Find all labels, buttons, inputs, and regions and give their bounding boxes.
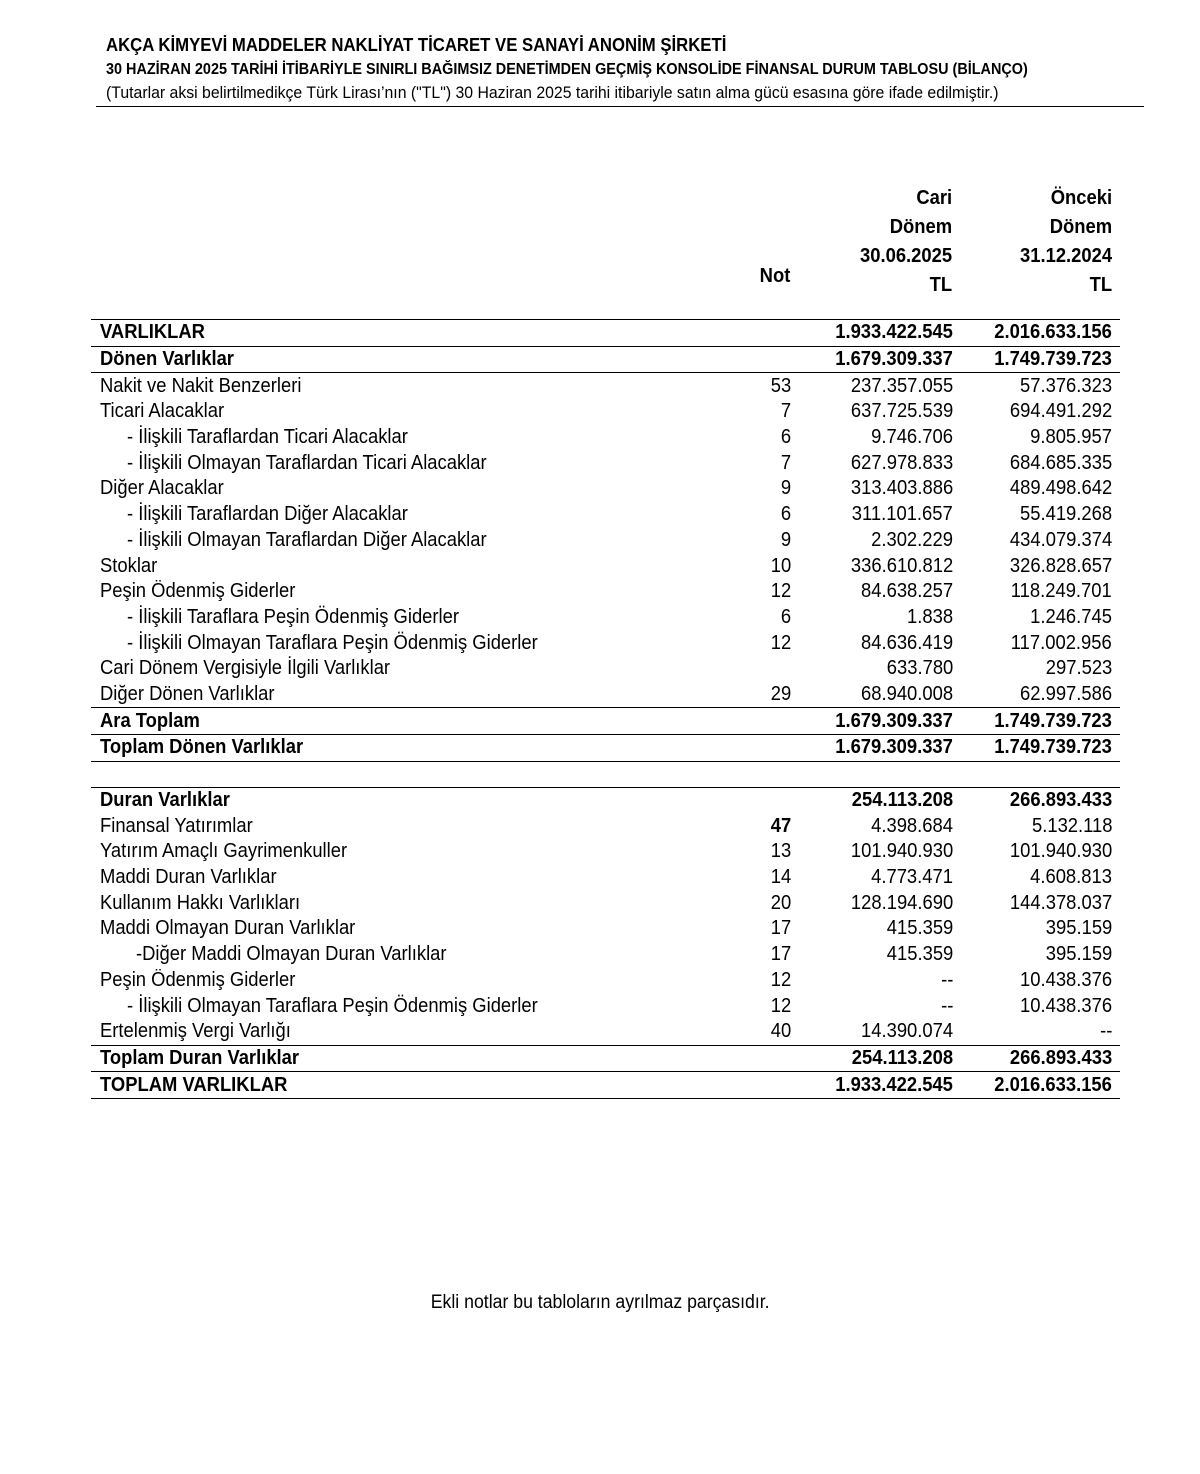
row-previous-value-text: 1.749.739.723 bbox=[994, 709, 1112, 732]
row-label-text: Ticari Alacaklar bbox=[100, 400, 225, 423]
row-label bbox=[91, 890, 731, 916]
row-current-value bbox=[811, 528, 961, 554]
row-current-value bbox=[811, 1072, 961, 1099]
row-previous-value bbox=[961, 839, 1120, 865]
row-previous-value bbox=[961, 735, 1120, 762]
footer-note bbox=[0, 1292, 1200, 1314]
current-line-2: Dönem bbox=[889, 216, 952, 238]
row-label bbox=[91, 787, 731, 813]
row-previous-value bbox=[961, 682, 1120, 708]
row-current-value-text: 1.679.309.337 bbox=[835, 348, 953, 371]
row-note-text: 17 bbox=[770, 917, 791, 940]
row-previous-value-text: 117.002.956 bbox=[1011, 631, 1112, 654]
column-header-previous bbox=[1020, 184, 1112, 300]
row-note bbox=[731, 373, 811, 399]
row-current-value-text: 637.725.539 bbox=[850, 400, 953, 423]
table-row bbox=[91, 813, 1120, 839]
row-note bbox=[731, 916, 811, 942]
row-note-text: 12 bbox=[770, 994, 791, 1017]
row-current-value-text: 1.933.422.545 bbox=[835, 321, 953, 344]
row-note bbox=[731, 787, 811, 813]
row-previous-value bbox=[961, 425, 1120, 451]
row-note bbox=[731, 399, 811, 425]
row-previous-value bbox=[961, 346, 1120, 373]
table-row bbox=[91, 399, 1120, 425]
row-note bbox=[731, 528, 811, 554]
row-note bbox=[731, 502, 811, 528]
row-label-text: TOPLAM VARLIKLAR bbox=[100, 1073, 288, 1096]
row-previous-value-text: 2.016.633.156 bbox=[994, 1073, 1112, 1096]
table-row bbox=[91, 916, 1120, 942]
row-label bbox=[91, 1045, 731, 1072]
previous-line-2: Dönem bbox=[1049, 216, 1112, 238]
table-row bbox=[91, 605, 1120, 631]
row-note bbox=[731, 425, 811, 451]
row-label-text: Stoklar bbox=[100, 554, 158, 577]
row-previous-value-text: 266.893.433 bbox=[1009, 789, 1112, 812]
row-label-text: Peşin Ödenmiş Giderler bbox=[100, 580, 296, 603]
table-row bbox=[91, 579, 1120, 605]
current-line-3: 30.06.2025 bbox=[859, 245, 952, 267]
header-note-wrapper bbox=[96, 82, 1144, 107]
row-note-text: 12 bbox=[770, 631, 791, 654]
row-label-text: Dönen Varlıklar bbox=[100, 348, 234, 371]
row-label-text: Nakit ve Nakit Benzerleri bbox=[100, 374, 302, 397]
row-previous-value-text: 434.079.374 bbox=[1009, 528, 1112, 551]
row-previous-value bbox=[961, 708, 1120, 735]
table-row bbox=[91, 320, 1120, 347]
row-label bbox=[91, 605, 731, 631]
row-note-text: 7 bbox=[780, 400, 791, 423]
row-note-text: 53 bbox=[770, 374, 791, 397]
row-note bbox=[731, 942, 811, 968]
row-previous-value-text: 297.523 bbox=[1045, 657, 1112, 680]
row-previous-value bbox=[961, 865, 1120, 891]
table-row bbox=[91, 708, 1120, 735]
previous-line-1: Önceki bbox=[1050, 187, 1112, 209]
row-previous-value bbox=[961, 1045, 1120, 1072]
table-row bbox=[91, 528, 1120, 554]
row-label-text: - İlişkili Olmayan Taraflara Peşin Ödenmiş Giderler bbox=[127, 631, 538, 654]
row-label-text: Diğer Dönen Varlıklar bbox=[100, 682, 275, 705]
row-current-value bbox=[811, 993, 961, 1019]
row-note-text: 13 bbox=[770, 840, 791, 863]
row-previous-value-text: 10.438.376 bbox=[1019, 968, 1112, 991]
row-note-text: 17 bbox=[770, 943, 791, 966]
table-row bbox=[91, 942, 1120, 968]
row-note bbox=[731, 450, 811, 476]
row-current-value-text: 311.101.657 bbox=[852, 503, 953, 526]
row-previous-value bbox=[961, 890, 1120, 916]
row-note bbox=[731, 553, 811, 579]
table-row bbox=[91, 630, 1120, 656]
row-label bbox=[91, 579, 731, 605]
table-row bbox=[91, 502, 1120, 528]
row-note bbox=[731, 320, 811, 347]
row-label-text: Duran Varlıklar bbox=[100, 789, 230, 812]
row-label bbox=[91, 399, 731, 425]
row-label-text: Diğer Alacaklar bbox=[100, 477, 224, 500]
row-label bbox=[91, 865, 731, 891]
table-row bbox=[91, 865, 1120, 891]
row-previous-value bbox=[961, 553, 1120, 579]
table-row bbox=[91, 425, 1120, 451]
row-current-value-text: 2.302.229 bbox=[871, 528, 953, 551]
row-note bbox=[731, 839, 811, 865]
row-current-value bbox=[811, 890, 961, 916]
row-note bbox=[731, 890, 811, 916]
row-note bbox=[731, 630, 811, 656]
row-label-text: -Diğer Maddi Olmayan Duran Varlıklar bbox=[136, 943, 447, 966]
row-previous-value bbox=[961, 1019, 1120, 1045]
row-current-value bbox=[811, 346, 961, 373]
row-current-value-text: 633.780 bbox=[886, 657, 953, 680]
row-label-text: Maddi Duran Varlıklar bbox=[100, 866, 277, 889]
row-current-value bbox=[811, 502, 961, 528]
row-current-value-text: 415.359 bbox=[886, 943, 953, 966]
row-previous-value-text: 694.491.292 bbox=[1009, 400, 1112, 423]
column-header-not: Not bbox=[759, 265, 790, 287]
row-previous-value bbox=[961, 528, 1120, 554]
row-current-value bbox=[811, 682, 961, 708]
table-row bbox=[91, 476, 1120, 502]
row-label bbox=[91, 1072, 731, 1099]
table-row bbox=[91, 735, 1120, 762]
row-previous-value bbox=[961, 373, 1120, 399]
row-note-text: 12 bbox=[770, 580, 791, 603]
document-header bbox=[96, 32, 1144, 107]
table-row bbox=[91, 968, 1120, 994]
row-label bbox=[91, 346, 731, 373]
row-note-text: 6 bbox=[780, 605, 791, 628]
row-previous-value bbox=[961, 916, 1120, 942]
row-note-text: 14 bbox=[770, 866, 791, 889]
row-previous-value bbox=[961, 502, 1120, 528]
row-previous-value-text: 266.893.433 bbox=[1009, 1046, 1112, 1069]
row-current-value-text: 84.636.419 bbox=[860, 631, 953, 654]
row-note-text: 40 bbox=[770, 1020, 791, 1043]
row-previous-value bbox=[961, 630, 1120, 656]
row-label bbox=[91, 320, 731, 347]
footer-text: Ekli notlar bu tabloların ayrılmaz parçasıdır. bbox=[430, 1292, 770, 1313]
row-label-text: Kullanım Hakkı Varlıkları bbox=[100, 891, 301, 914]
row-previous-value bbox=[961, 787, 1120, 813]
row-current-value-text: 1.679.309.337 bbox=[835, 736, 953, 759]
row-note bbox=[731, 968, 811, 994]
table-row bbox=[91, 373, 1120, 399]
table-row bbox=[91, 890, 1120, 916]
row-previous-value-text: 4.608.813 bbox=[1030, 866, 1112, 889]
row-label-text: Toplam Duran Varlıklar bbox=[100, 1046, 300, 1069]
row-previous-value-text: 5.132.118 bbox=[1031, 814, 1112, 837]
row-note bbox=[731, 1019, 811, 1045]
previous-line-3: 31.12.2024 bbox=[1019, 245, 1112, 267]
table-row bbox=[91, 1072, 1120, 1099]
row-current-value-text: 4.398.684 bbox=[871, 814, 953, 837]
row-note bbox=[731, 708, 811, 735]
row-label-text: Toplam Dönen Varlıklar bbox=[100, 736, 304, 759]
row-previous-value-text: 489.498.642 bbox=[1009, 477, 1112, 500]
table-row bbox=[91, 656, 1120, 682]
row-previous-value bbox=[961, 476, 1120, 502]
row-current-value bbox=[811, 553, 961, 579]
row-previous-value-text: 101.940.930 bbox=[1009, 840, 1112, 863]
previous-line-4: TL bbox=[1089, 274, 1112, 296]
row-label bbox=[91, 916, 731, 942]
row-label bbox=[91, 1019, 731, 1045]
row-current-value-text: 14.390.074 bbox=[860, 1020, 953, 1043]
row-previous-value bbox=[961, 605, 1120, 631]
balance-sheet-table bbox=[91, 319, 1120, 1099]
row-note bbox=[731, 993, 811, 1019]
row-current-value-text: 1.838 bbox=[906, 605, 953, 628]
row-current-value bbox=[811, 320, 961, 347]
row-current-value bbox=[811, 787, 961, 813]
row-current-value-text: 9.746.706 bbox=[871, 426, 953, 449]
row-note bbox=[731, 735, 811, 762]
table-row bbox=[91, 787, 1120, 813]
row-label-text: Peşin Ödenmiş Giderler bbox=[100, 968, 296, 991]
row-previous-value bbox=[961, 320, 1120, 347]
row-current-value-text: 254.113.208 bbox=[851, 1046, 953, 1069]
row-current-value-text: 336.610.812 bbox=[850, 554, 953, 577]
row-current-value-text: 254.113.208 bbox=[851, 789, 953, 812]
row-note-text: 20 bbox=[770, 891, 791, 914]
row-label bbox=[91, 656, 731, 682]
row-previous-value-text: 395.159 bbox=[1045, 943, 1112, 966]
row-label bbox=[91, 476, 731, 502]
row-note bbox=[731, 682, 811, 708]
table-row bbox=[91, 1019, 1120, 1045]
row-label bbox=[91, 735, 731, 762]
row-note-text: 10 bbox=[770, 554, 791, 577]
table-row bbox=[91, 346, 1120, 373]
row-label bbox=[91, 813, 731, 839]
table-row bbox=[91, 682, 1120, 708]
column-header-current bbox=[860, 184, 952, 300]
row-label bbox=[91, 450, 731, 476]
row-previous-value-text: 10.438.376 bbox=[1019, 994, 1112, 1017]
row-current-value bbox=[811, 968, 961, 994]
row-current-value-text: -- bbox=[940, 994, 953, 1017]
row-previous-value-text: 62.997.586 bbox=[1019, 682, 1112, 705]
row-note-text: 29 bbox=[770, 682, 791, 705]
row-previous-value-text: 57.376.323 bbox=[1019, 374, 1112, 397]
row-label bbox=[91, 942, 731, 968]
row-note-text: 6 bbox=[780, 503, 791, 526]
section-spacer bbox=[91, 761, 1120, 787]
row-current-value bbox=[811, 605, 961, 631]
row-current-value bbox=[811, 373, 961, 399]
row-current-value bbox=[811, 579, 961, 605]
row-note bbox=[731, 813, 811, 839]
currency-note: (Tutarlar aksi belirtilmedikçe Türk Lirası’nın ("TL") 30 Haziran 2025 tarihi itibariyle satın alma gücü esasına göre ifade edilmiştir.) bbox=[106, 83, 999, 102]
row-label-text: - İlişkili Taraflardan Ticari Alacaklar bbox=[127, 426, 408, 449]
row-current-value-text: 128.194.690 bbox=[850, 891, 953, 914]
row-previous-value bbox=[961, 399, 1120, 425]
row-current-value bbox=[811, 476, 961, 502]
row-current-value bbox=[811, 656, 961, 682]
row-current-value-text: 313.403.886 bbox=[850, 477, 953, 500]
row-current-value-text: 4.773.471 bbox=[871, 866, 953, 889]
current-line-1: Cari bbox=[916, 187, 952, 209]
row-current-value bbox=[811, 1019, 961, 1045]
row-previous-value-text: 395.159 bbox=[1045, 917, 1112, 940]
row-previous-value-text: 684.685.335 bbox=[1009, 451, 1112, 474]
row-previous-value-text: 2.016.633.156 bbox=[994, 321, 1112, 344]
row-previous-value-text: 55.419.268 bbox=[1019, 503, 1112, 526]
row-current-value bbox=[811, 630, 961, 656]
row-current-value bbox=[811, 399, 961, 425]
balance-sheet-body bbox=[91, 320, 1120, 1099]
row-current-value-text: 237.357.055 bbox=[850, 374, 953, 397]
row-label bbox=[91, 839, 731, 865]
table-row bbox=[91, 553, 1120, 579]
row-note bbox=[731, 579, 811, 605]
row-note bbox=[731, 346, 811, 373]
row-label-text: Maddi Olmayan Duran Varlıklar bbox=[100, 917, 356, 940]
row-previous-value bbox=[961, 656, 1120, 682]
row-label-text: Ara Toplam bbox=[100, 709, 200, 732]
row-label-text: Cari Dönem Vergisiyle İlgili Varlıklar bbox=[100, 657, 391, 680]
row-label-text: VARLIKLAR bbox=[100, 321, 205, 344]
row-label bbox=[91, 993, 731, 1019]
row-label-text: - İlişkili Olmayan Taraflardan Ticari Alacaklar bbox=[127, 451, 487, 474]
row-previous-value-text: 144.378.037 bbox=[1009, 891, 1112, 914]
row-previous-value-text: 1.246.745 bbox=[1030, 605, 1112, 628]
row-current-value-text: 68.940.008 bbox=[860, 682, 953, 705]
table-row bbox=[91, 993, 1120, 1019]
row-label bbox=[91, 425, 731, 451]
row-current-value bbox=[811, 450, 961, 476]
row-previous-value bbox=[961, 993, 1120, 1019]
row-label bbox=[91, 502, 731, 528]
row-previous-value-text: 118.249.701 bbox=[1011, 580, 1112, 603]
row-note-text: 12 bbox=[770, 968, 791, 991]
row-previous-value-text: 1.749.739.723 bbox=[994, 736, 1112, 759]
row-previous-value-text: 326.828.657 bbox=[1009, 554, 1112, 577]
row-label-text: - İlişkili Olmayan Taraflara Peşin Ödenmiş Giderler bbox=[127, 994, 538, 1017]
row-current-value-text: 627.978.833 bbox=[850, 451, 953, 474]
statement-title: 30 HAZİRAN 2025 TARİHİ İTİBARİYLE SINIRLI BAĞIMSIZ DENETİMDEN GEÇMİŞ KONSOLİDE FİNANSAL DURUM TABLOSU (BİLANÇO) bbox=[106, 61, 1028, 78]
row-label-text: - İlişkili Taraflara Peşin Ödenmiş Giderler bbox=[127, 605, 459, 628]
table-row bbox=[91, 450, 1120, 476]
row-note-text: 47 bbox=[770, 814, 791, 837]
row-note-text: 6 bbox=[780, 426, 791, 449]
row-label-text: - İlişkili Taraflardan Diğer Alacaklar bbox=[127, 503, 408, 526]
row-current-value-text: 1.679.309.337 bbox=[835, 709, 953, 732]
table-row bbox=[91, 839, 1120, 865]
row-previous-value bbox=[961, 942, 1120, 968]
row-previous-value-text: 9.805.957 bbox=[1030, 426, 1112, 449]
row-current-value-text: 84.638.257 bbox=[860, 580, 953, 603]
row-label bbox=[91, 708, 731, 735]
row-label bbox=[91, 553, 731, 579]
row-current-value bbox=[811, 708, 961, 735]
row-current-value-text: -- bbox=[940, 968, 953, 991]
row-previous-value bbox=[961, 1072, 1120, 1099]
row-label bbox=[91, 682, 731, 708]
row-current-value bbox=[811, 735, 961, 762]
table-row bbox=[91, 1045, 1120, 1072]
row-note bbox=[731, 476, 811, 502]
row-previous-value-text: 1.749.739.723 bbox=[994, 348, 1112, 371]
row-label bbox=[91, 630, 731, 656]
row-label-text: Yatırım Amaçlı Gayrimenkuller bbox=[100, 840, 348, 863]
row-label-text: - İlişkili Olmayan Taraflardan Diğer Alacaklar bbox=[127, 528, 487, 551]
row-note bbox=[731, 1072, 811, 1099]
row-previous-value bbox=[961, 813, 1120, 839]
row-note bbox=[731, 605, 811, 631]
row-note-text: 9 bbox=[780, 528, 791, 551]
row-current-value-text: 101.940.930 bbox=[850, 840, 953, 863]
row-label-text: Ertelenmiş Vergi Varlığı bbox=[100, 1020, 291, 1043]
row-note bbox=[731, 656, 811, 682]
row-current-value bbox=[811, 425, 961, 451]
company-name: AKÇA KİMYEVİ MADDELER NAKLİYAT TİCARET VE SANAYİ ANONİM ŞİRKETİ bbox=[106, 35, 727, 55]
row-note bbox=[731, 1045, 811, 1072]
row-label-text: Finansal Yatırımlar bbox=[100, 814, 253, 837]
row-previous-value bbox=[961, 579, 1120, 605]
row-label bbox=[91, 968, 731, 994]
row-current-value bbox=[811, 839, 961, 865]
row-label bbox=[91, 528, 731, 554]
row-label bbox=[91, 373, 731, 399]
current-line-4: TL bbox=[929, 274, 952, 296]
row-note-text: 9 bbox=[780, 477, 791, 500]
row-current-value-text: 415.359 bbox=[886, 917, 953, 940]
row-current-value-text: 1.933.422.545 bbox=[835, 1073, 953, 1096]
row-current-value bbox=[811, 865, 961, 891]
row-previous-value-text: -- bbox=[1099, 1020, 1112, 1043]
row-note bbox=[731, 865, 811, 891]
row-current-value bbox=[811, 942, 961, 968]
row-current-value bbox=[811, 916, 961, 942]
row-current-value bbox=[811, 1045, 961, 1072]
row-previous-value bbox=[961, 968, 1120, 994]
row-current-value bbox=[811, 813, 961, 839]
row-note-text: 7 bbox=[780, 451, 791, 474]
row-previous-value bbox=[961, 450, 1120, 476]
